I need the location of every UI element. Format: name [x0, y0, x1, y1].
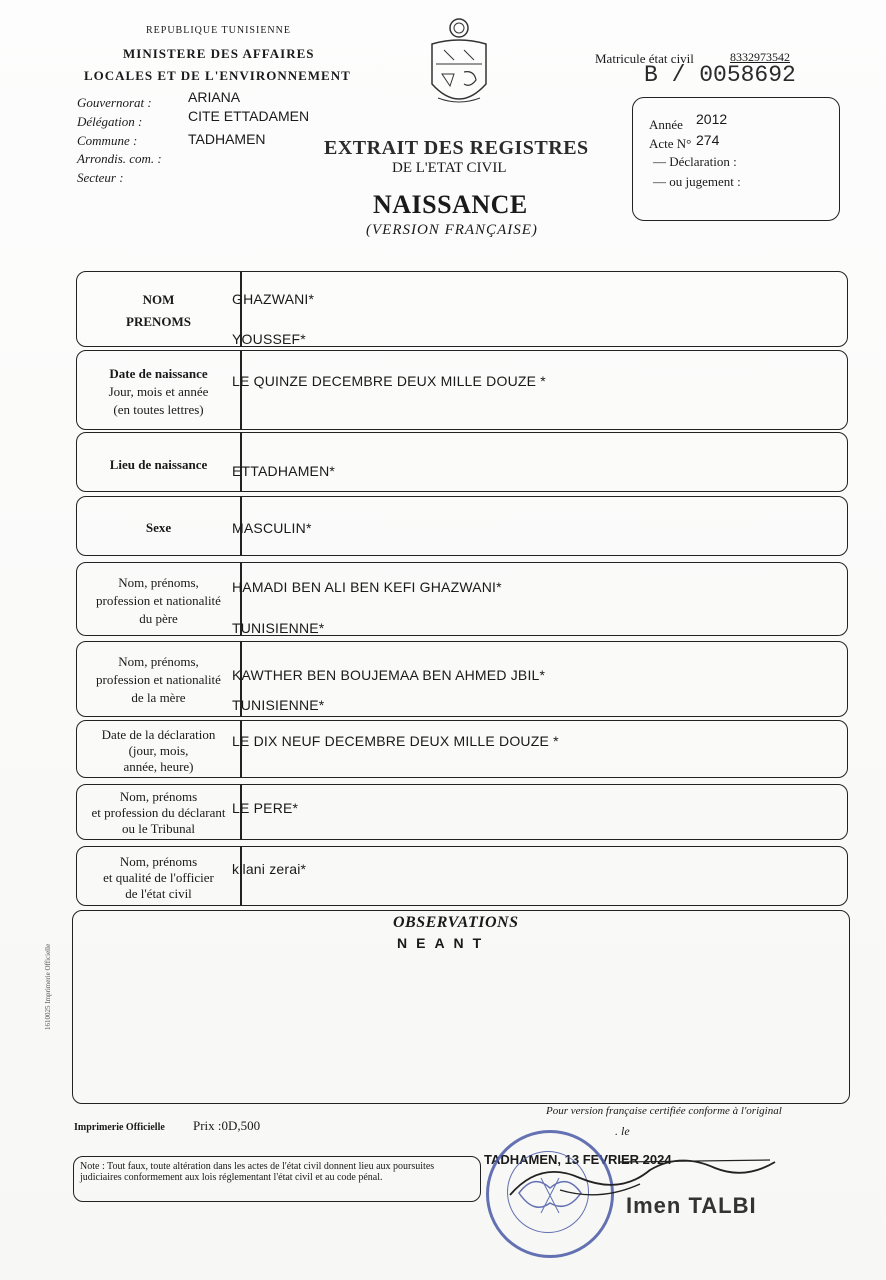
commune-label: Commune : — [77, 133, 138, 148]
declaration-label: — Déclaration : — [653, 154, 737, 169]
republic-heading: REPUBLIQUE TUNISIENNE — [146, 25, 291, 36]
declarant-label-3: ou le Tribunal — [122, 821, 195, 836]
lieu-label: Lieu de naissance — [109, 457, 208, 472]
matricule-value: 8332973542 — [730, 50, 790, 64]
decl-value: LE DIX NEUF DECEMBRE DEUX MILLE DOUZE * — [232, 733, 559, 749]
delegation-value: CITE ETTADAMEN — [188, 108, 310, 124]
nom-value: GHAZWANI* — [232, 291, 315, 307]
place-date: TADHAMEN, 13 FEVRIER 2024 — [484, 1152, 672, 1167]
prix-label: Prix :0D,500 — [193, 1118, 261, 1133]
declarant-value: LE PERE* — [232, 800, 299, 816]
registry-box — [632, 97, 840, 221]
margin-print-code: 1610025 Imprimerie Officielle — [44, 943, 52, 1030]
dob-value: LE QUINZE DECEMBRE DEUX MILLE DOUZE * — [232, 373, 546, 389]
arrondissement-label: Arrondis. com. : — [77, 151, 162, 166]
document-version: (VERSION FRANÇAISE) — [366, 222, 538, 238]
pere-label-2: profession et nationalité — [96, 593, 221, 608]
gouvernorat-value: ARIANA — [188, 89, 241, 105]
dob-label-1: Date de naissance — [109, 366, 208, 381]
prenoms-label: PRENOMS — [126, 314, 191, 329]
decl-label-1: Date de la déclaration — [101, 727, 216, 742]
declarant-label-1: Nom, prénoms — [119, 789, 198, 804]
pere-label-3: du père — [139, 611, 178, 626]
matricule-label: Matricule état civil — [595, 51, 694, 66]
declarant-label-2: et profession du déclarant — [91, 805, 226, 820]
certified-line-2: . le — [615, 1124, 630, 1138]
annee-label: Année — [649, 117, 683, 132]
officier-label-1: Nom, prénoms — [119, 854, 198, 869]
observations-title: OBSERVATIONS — [393, 914, 519, 931]
gouvernorat-label: Gouvernorat : — [77, 95, 152, 110]
observations-value: NEANT — [397, 935, 491, 951]
ministry-line-2: LOCALES ET DE L'ENVIRONNEMENT — [84, 68, 351, 83]
legal-note-box — [73, 1156, 481, 1202]
delegation-label: Délégation : — [77, 114, 143, 129]
document-subtitle: DE L'ETAT CIVIL — [392, 160, 507, 176]
legal-note: Note : Tout faux, toute altération dans les actes de l'état civil donnent lieu aux poursuites judiciaires conformement aux lois réglementant l'état civil et au code pénal. — [80, 1161, 435, 1183]
annee-value: 2012 — [696, 111, 728, 127]
sexe-value: MASCULIN* — [232, 520, 312, 536]
signature-name: Imen TALBI — [626, 1193, 757, 1218]
mere-label-2: profession et nationalité — [96, 672, 221, 687]
jugement-label: — ou jugement : — [653, 174, 741, 189]
prenoms-value: YOUSSEF* — [232, 331, 306, 347]
coat-of-arms-icon — [424, 14, 494, 124]
sexe-label: Sexe — [145, 520, 172, 535]
pere-label-1: Nom, prénoms, — [118, 575, 199, 590]
pere-value-2: TUNISIENNE* — [232, 620, 325, 636]
nom-label: NOM — [142, 292, 175, 307]
officier-value: kilani zerai* — [232, 861, 307, 877]
commune-value: TADHAMEN — [188, 131, 266, 147]
row-nom-prenoms — [76, 271, 848, 347]
lieu-value: ETTADHAMEN* — [232, 463, 336, 479]
serial-number: B / 0058692 — [644, 62, 796, 88]
document-title: EXTRAIT DES REGISTRES — [324, 137, 589, 159]
mere-value-1: KAWTHER BEN BOUJEMAA BEN AHMED JBIL* — [232, 667, 546, 683]
decl-label-2: (jour, mois, — [128, 743, 189, 758]
officier-label-2: et qualité de l'officier — [103, 870, 214, 885]
certified-line-1: Pour version française certifiée conforme à l'original — [546, 1105, 782, 1117]
officier-label-3: de l'état civil — [125, 886, 192, 901]
mere-label-3: de la mère — [131, 690, 186, 705]
dob-label-3: (en toutes lettres) — [113, 402, 204, 417]
ministry-line-1: MINISTERE DES AFFAIRES — [123, 46, 315, 61]
decl-label-3: année, heure) — [123, 759, 194, 774]
acte-value: 274 — [696, 132, 720, 148]
mere-label-1: Nom, prénoms, — [118, 654, 199, 669]
pere-value-1: HAMADI BEN ALI BEN KEFI GHAZWANI* — [232, 579, 502, 595]
document-type: NAISSANCE — [373, 190, 528, 219]
dob-label-2: Jour, mois et année — [108, 384, 209, 399]
secteur-label: Secteur : — [77, 170, 124, 185]
imprimerie-label: Imprimerie Officielle — [74, 1122, 165, 1133]
mere-value-2: TUNISIENNE* — [232, 697, 325, 713]
acte-label: Acte N° — [649, 136, 692, 151]
